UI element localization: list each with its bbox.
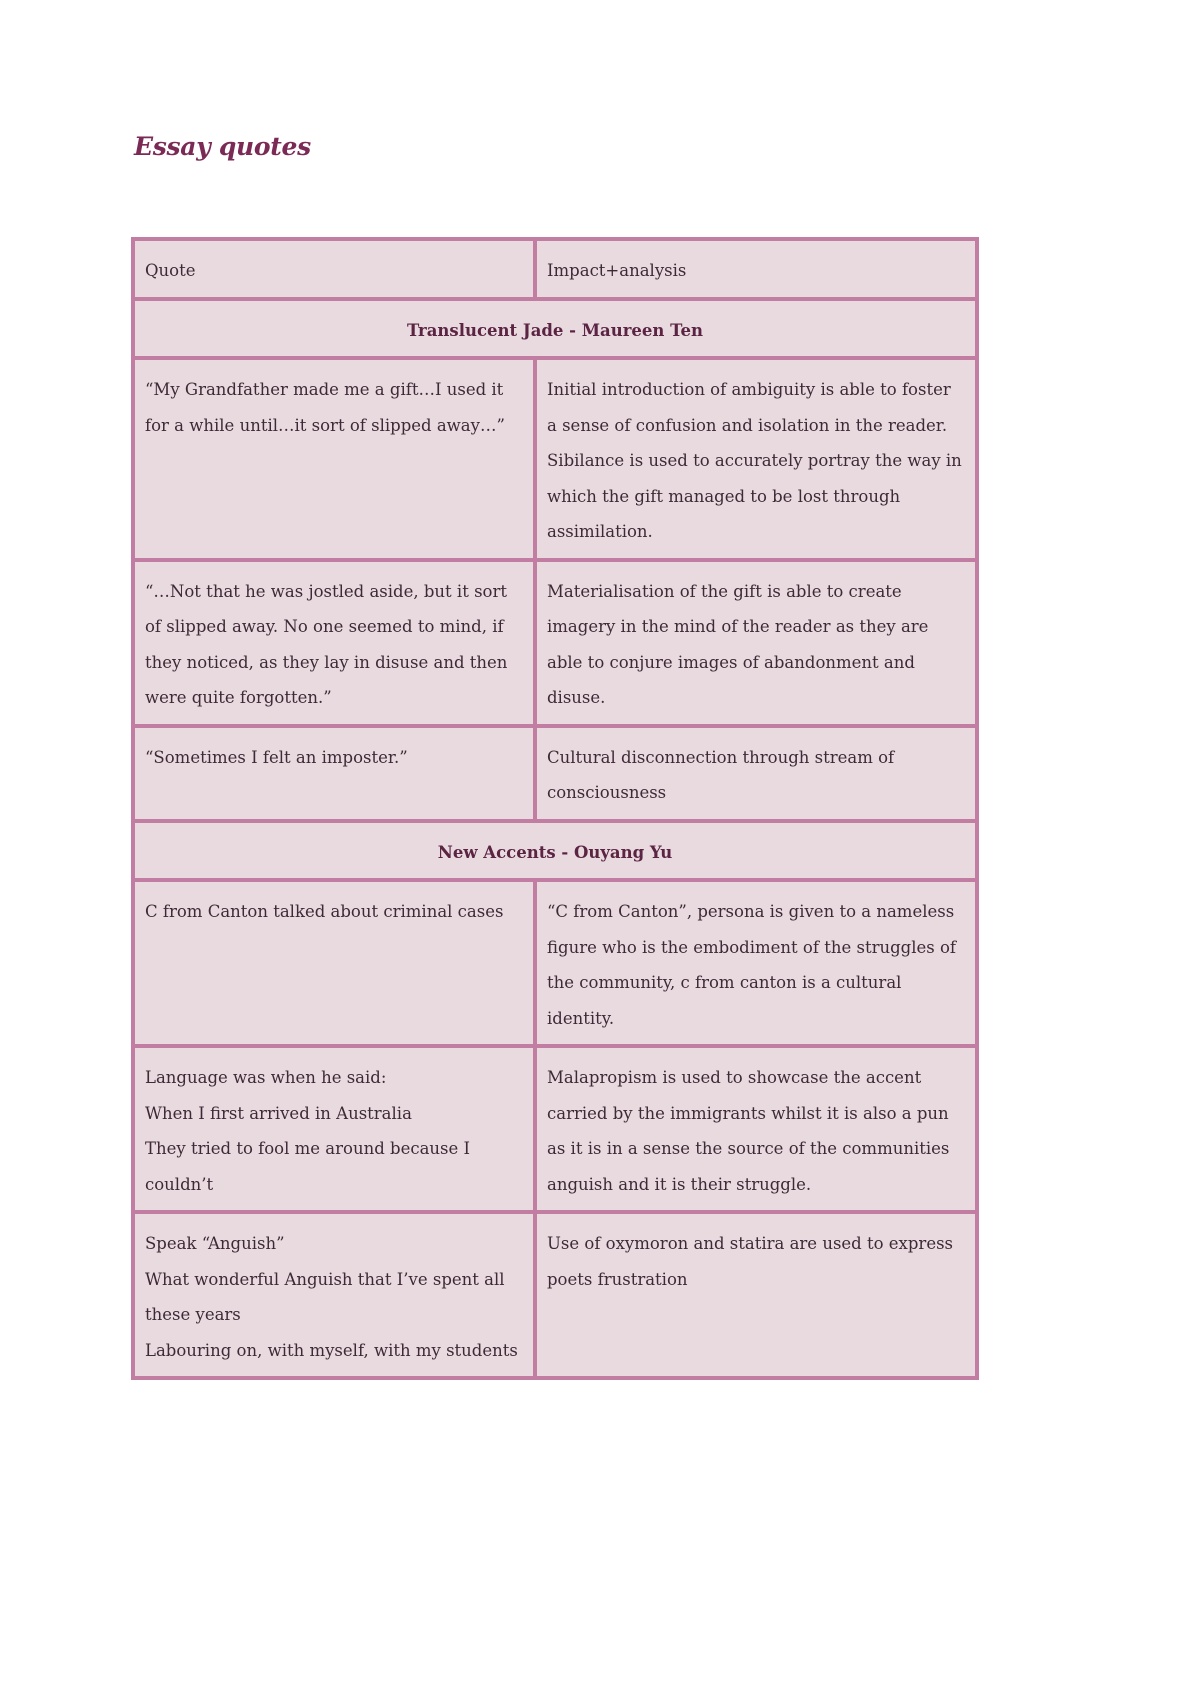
table-row [133, 880, 977, 1046]
header-quote: Quote [133, 239, 535, 299]
quote-cell: “…Not that he was jostled aside, but it sort of slipped away. No one seemed to mind, if they noticed, as they lay in disuse and then were quite forgotten.” [133, 560, 535, 726]
quote-cell: “My Grandfather made me a gift…I used it for a while until…it sort of slipped away…” [133, 358, 535, 560]
quote-cell: Language was when he said: When I first arrived in Australia They tried to fool me around because I couldn’t [133, 1046, 535, 1212]
section-heading-translucent-jade: Translucent Jade - Maureen Ten [133, 299, 977, 359]
document-title: Essay quotes [134, 132, 311, 161]
analysis-cell: Cultural disconnection through stream of consciousness [535, 726, 977, 821]
analysis-cell: “C from Canton”, persona is given to a nameless figure who is the embodiment of the struggles of the community, c from canton is a cultural identity. [535, 880, 977, 1046]
table-header-row [133, 239, 977, 299]
quotes-table [131, 237, 979, 1380]
section-heading-row [133, 299, 977, 359]
section-heading-new-accents: New Accents - Ouyang Yu [133, 821, 977, 881]
quote-cell: Speak “Anguish” What wonderful Anguish that I’ve spent all these years Labouring on, with myself, with my students [133, 1212, 535, 1378]
quote-cell: C from Canton talked about criminal cases [133, 880, 535, 1046]
table-row [133, 1212, 977, 1378]
table-row [133, 358, 977, 560]
analysis-cell: Materialisation of the gift is able to create imagery in the mind of the reader as they are able to conjure images of abandonment and disuse. [535, 560, 977, 726]
table-row [133, 560, 977, 726]
table-row [133, 726, 977, 821]
analysis-cell: Use of oxymoron and statira are used to express poets frustration [535, 1212, 977, 1378]
quote-cell: “Sometimes I felt an imposter.” [133, 726, 535, 821]
header-impact-analysis: Impact+analysis [535, 239, 977, 299]
analysis-cell: Initial introduction of ambiguity is able to foster a sense of confusion and isolation in the reader. Sibilance is used to accurately portray the way in which the gift managed to be lost through assimilation. [535, 358, 977, 560]
section-heading-row [133, 821, 977, 881]
analysis-cell: Malapropism is used to showcase the accent carried by the immigrants whilst it is also a pun as it is in a sense the source of the communities anguish and it is their struggle. [535, 1046, 977, 1212]
table-row [133, 1046, 977, 1212]
